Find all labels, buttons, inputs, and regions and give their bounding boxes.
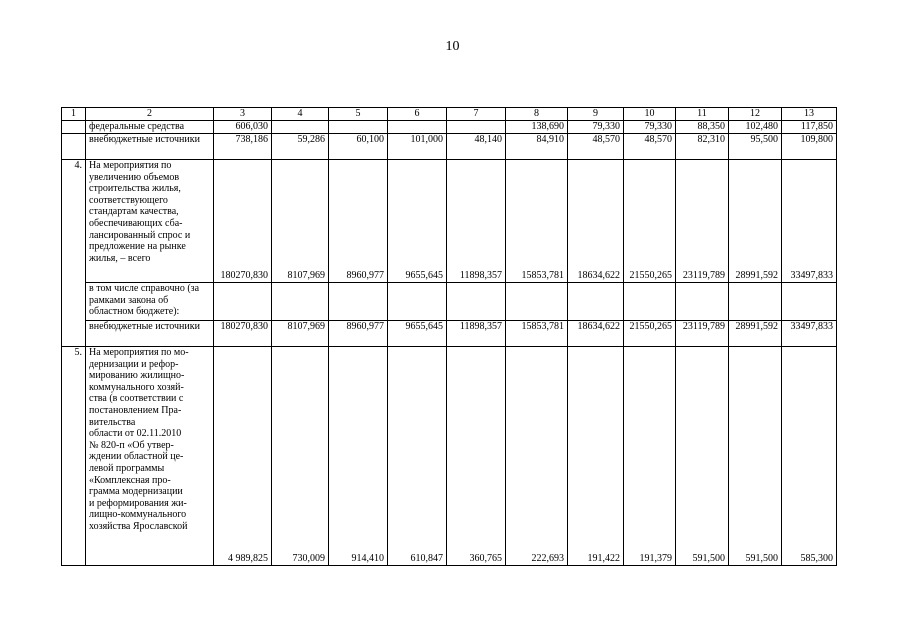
row-index (62, 321, 86, 347)
row-label: На мероприятия по мо- дернизации и рефор- мированию жилищно- коммунального хозяй- ства (в соответствии с постановлением Пра- вительства области от 02.11.2010 № 820-п «Об утвер- ждении областной це- левой программы «Комплексная про- грамма модернизации и реформирования жи- лищно-коммунального хозяйства Ярославской (86, 347, 214, 566)
column-header: 12 (729, 108, 782, 121)
table-cell: 360,765 (447, 347, 506, 566)
table-cell: 914,410 (329, 347, 388, 566)
column-header: 13 (782, 108, 837, 121)
table-cell: 738,186 (214, 134, 272, 160)
table-cell: 191,379 (624, 347, 676, 566)
row-index: 4. (62, 160, 86, 283)
table-cell: 59,286 (272, 134, 329, 160)
table-cell (506, 283, 568, 321)
column-header: 2 (86, 108, 214, 121)
table-cell: 730,009 (272, 347, 329, 566)
table-row (62, 283, 837, 321)
table-cell (214, 283, 272, 321)
table-cell: 138,690 (506, 121, 568, 134)
table-cell: 8107,969 (272, 160, 329, 283)
table-cell (782, 283, 837, 321)
column-header: 7 (447, 108, 506, 121)
table-cell: 84,910 (506, 134, 568, 160)
table-cell (676, 283, 729, 321)
table-cell: 11898,357 (447, 160, 506, 283)
row-label: федеральные средства (86, 121, 214, 134)
table-cell (329, 283, 388, 321)
row-index (62, 283, 86, 321)
table-cell: 21550,265 (624, 160, 676, 283)
table-cell: 606,030 (214, 121, 272, 134)
table-cell (388, 121, 447, 134)
table-cell: 48,570 (624, 134, 676, 160)
column-header: 4 (272, 108, 329, 121)
table-cell: 23119,789 (676, 321, 729, 347)
row-label: в том числе справочно (за рамками закона об областном бюджете): (86, 283, 214, 321)
table-cell: 21550,265 (624, 321, 676, 347)
row-index (62, 121, 86, 134)
table-cell: 18634,622 (568, 160, 624, 283)
table-cell: 28991,592 (729, 160, 782, 283)
table-cell: 222,693 (506, 347, 568, 566)
table-cell: 4 989,825 (214, 347, 272, 566)
column-header: 9 (568, 108, 624, 121)
table-cell (447, 283, 506, 321)
table-cell: 48,570 (568, 134, 624, 160)
table-cell: 33497,833 (782, 321, 837, 347)
row-index: 5. (62, 347, 86, 566)
column-header: 11 (676, 108, 729, 121)
table-cell (272, 121, 329, 134)
table-cell: 610,847 (388, 347, 447, 566)
header-row (62, 108, 837, 121)
table-cell: 28991,592 (729, 321, 782, 347)
column-header: 1 (62, 108, 86, 121)
table-row (62, 347, 837, 566)
table-cell: 9655,645 (388, 160, 447, 283)
table-cell: 102,480 (729, 121, 782, 134)
row-label: внебюджетные источники (86, 134, 214, 160)
table-cell: 23119,789 (676, 160, 729, 283)
column-header: 10 (624, 108, 676, 121)
table-cell: 88,350 (676, 121, 729, 134)
table-cell: 60,100 (329, 134, 388, 160)
table-cell (729, 283, 782, 321)
table-row (62, 160, 837, 283)
table-cell: 18634,622 (568, 321, 624, 347)
table-cell: 101,000 (388, 134, 447, 160)
table-cell: 585,300 (782, 347, 837, 566)
table-cell: 180270,830 (214, 160, 272, 283)
table-cell: 15853,781 (506, 160, 568, 283)
column-header: 8 (506, 108, 568, 121)
table-cell: 11898,357 (447, 321, 506, 347)
table-cell (447, 121, 506, 134)
table-row (62, 321, 837, 347)
table-row (62, 121, 837, 134)
row-index (62, 134, 86, 160)
table-cell: 591,500 (676, 347, 729, 566)
table-cell: 591,500 (729, 347, 782, 566)
budget-table (61, 107, 837, 566)
row-label: На мероприятия по увеличению объемов строительства жилья, соответствующего стандартам качества, обеспечивающих сба-лансированный спрос и предложение на рынке жилья, – всего (86, 160, 214, 283)
table-cell: 109,800 (782, 134, 837, 160)
row-label: внебюджетные источники (86, 321, 214, 347)
table-cell: 79,330 (624, 121, 676, 134)
page-number: 10 (445, 39, 460, 54)
table-row (62, 134, 837, 160)
table-cell (624, 283, 676, 321)
table-cell: 48,140 (447, 134, 506, 160)
table-cell: 8960,977 (329, 160, 388, 283)
table-cell: 82,310 (676, 134, 729, 160)
table-cell: 79,330 (568, 121, 624, 134)
table-cell (272, 283, 329, 321)
table-cell (329, 121, 388, 134)
table-cell (568, 283, 624, 321)
column-header: 3 (214, 108, 272, 121)
table-cell: 33497,833 (782, 160, 837, 283)
table-cell: 180270,830 (214, 321, 272, 347)
column-header: 6 (388, 108, 447, 121)
table-cell: 191,422 (568, 347, 624, 566)
table-cell: 8960,977 (329, 321, 388, 347)
table-cell: 15853,781 (506, 321, 568, 347)
table-cell: 95,500 (729, 134, 782, 160)
table-cell (388, 283, 447, 321)
table-cell: 8107,969 (272, 321, 329, 347)
column-header: 5 (329, 108, 388, 121)
table-cell: 9655,645 (388, 321, 447, 347)
table-cell: 117,850 (782, 121, 837, 134)
